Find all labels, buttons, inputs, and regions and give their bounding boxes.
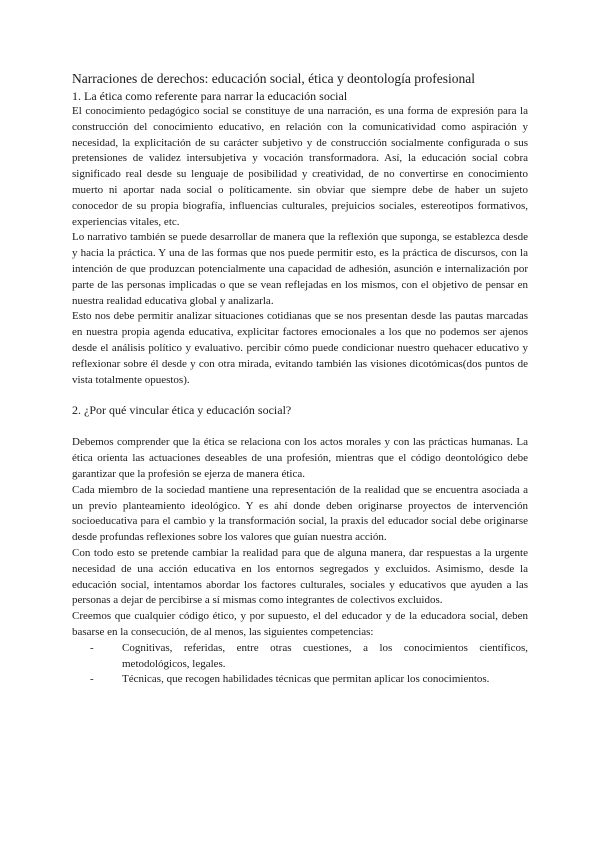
section-2-paragraph: Creemos que cualquier código ético, y por supuesto, el del educador y de la educadora social, deben basarse en la consecución, de al menos, las siguientes competencias:: [72, 610, 528, 638]
section-1-paragraph: Lo narrativo también se puede desarrollar de manera que la reflexión que suponga, se establezca desde y hacia la práctica. Y una de las formas que nos puede permitir esto, es la práctica de discursos, con la intención de que produzcan potencialmente una capacidad de adhesión, asunción e internalización por parte de las personas implicadas o que se vean reflejadas en los mismos, con el objetivo de pensar en nuestra realidad educativa global y analizarla.: [72, 231, 528, 307]
list-item: [90, 672, 528, 688]
section-1-paragraph: Esto nos debe permitir analizar situaciones cotidianas que se nos presentan desde las pautas marcadas en nuestra propia agenda educativa, explicitar factores emocionales a los que no podemos ser ajenos desde el análisis político y evaluativo. percibir cómo puede condicionar nuestro quehacer educativo y reflexionar sobre él desde y con otra mirada, evitando también las visiones dicotómicas(dos puntos de vista totalmente opuestos).: [72, 310, 528, 386]
section-1-heading: 1. La ética como referente para narrar la educación social: [72, 89, 348, 103]
list-item: [90, 641, 528, 673]
section-2-paragraph: Con todo esto se pretende cambiar la realidad para que de alguna manera, dar respuestas a la urgente necesidad de una acción educativa en los entornos segregados y excluidos. Asimismo, desde la educación social, intentamos abordar los factores culturales, sociales y educativos que ayuden a las personas a dejar de percibirse a sí mismas como integrantes de colectivos excluidos.: [72, 546, 528, 607]
list-marker: -: [90, 673, 94, 686]
section-2-paragraph: Cada miembro de la sociedad mantiene una representación de la realidad que se encuentra asociada a un previo planteamiento ideológico. Y es ahí donde deben originarse proyectos de intervención socioeducativa para el cambio y la transformación social, la praxis del educador social debe originarse desde profundas reflexiones sobre los valores que guían nuestra acción.: [72, 483, 528, 544]
list-item-text: Cognitivas, referidas, entre otras cuestiones, a los conocimientos científicos, metodológicos, legales.: [122, 641, 528, 670]
document-title: Narraciones de derechos: educación social, ética y deontología profesional: [72, 71, 475, 86]
section-2-heading: 2. ¿Por qué vincular ética y educación social?: [72, 403, 292, 418]
list-item-text: Técnicas, que recogen habilidades técnicas que permitan aplicar los conocimientos.: [122, 673, 490, 686]
list-marker: -: [90, 641, 94, 654]
section-1-paragraph: El conocimiento pedagógico social se constituye de una narración, es una forma de expresión para la construcción del conocimiento educativo, en relación con la comunicatividad como aspiración y necesidad, la explicitación de su carácter subjetivo y de construcción socialmente configurada o sus pretensiones de validez intersubjetiva y vocación transformadora. Así, la educación social cobra significado real desde su lenguaje de posibilidad y creatividad, de no convertirse en conocimiento muerto ni aportar nada social o políticamente. sin obviar que siempre debe de haber un sujeto conocedor de su propia biografía, influencias culturales, prejuicios sociales, estereotipos formativos, experiencias vitales, etc.: [72, 105, 528, 228]
competences-list: [72, 641, 528, 688]
section-2-paragraph: Debemos comprender que la ética se relaciona con los actos morales y con las prácticas humanas. La ética orienta las actuaciones deseables de una profesión, mientras que el código deontológico debe garantizar que la profesión se ejerza de manera ética.: [72, 436, 528, 480]
